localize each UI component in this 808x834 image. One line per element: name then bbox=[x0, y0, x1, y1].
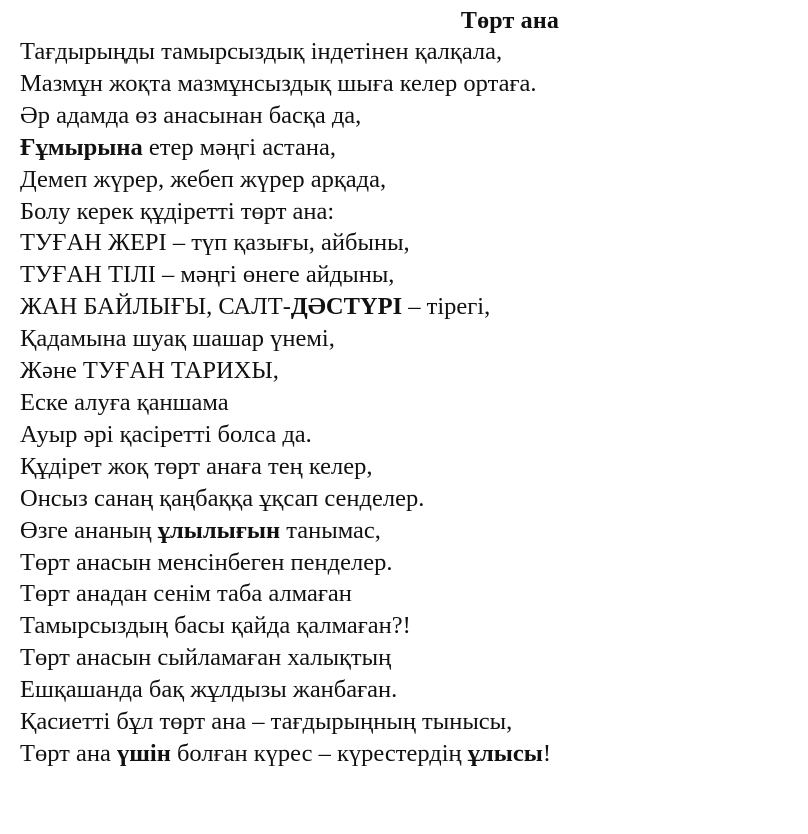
poem-line bbox=[20, 227, 800, 259]
text-segment: Қасиетті бұл төрт ана – тағдырыңның тынысы, bbox=[20, 708, 513, 736]
text-segment: Болу керек құдіретті төрт ана: bbox=[20, 197, 335, 225]
poem-line bbox=[20, 738, 800, 770]
text-segment: Тағдырыңды тамырсыздық індетінен қалқала, bbox=[20, 38, 503, 65]
text-segment: ! bbox=[542, 739, 552, 767]
text-segment: ЖАН БАЙЛЫҒЫ, САЛТ- bbox=[20, 293, 291, 321]
text-segment: Құдірет жоқ төрт анаға тең келер, bbox=[20, 452, 373, 480]
poem-title: Төрт ана bbox=[460, 8, 560, 34]
text-segment: Тамырсыздың басы қайда қалмаған?! bbox=[20, 612, 411, 640]
text-segment: Төрт анасын менсінбеген пенделер. bbox=[20, 548, 393, 576]
text-segment: Еске алуға қаншама bbox=[20, 388, 229, 416]
text-segment: Демеп жүрер, жебеп жүрер арқада, bbox=[20, 165, 387, 193]
text-segment: Қадамына шуақ шашар үнемі, bbox=[20, 325, 335, 353]
poem-line bbox=[20, 100, 800, 132]
poem-line bbox=[20, 706, 800, 738]
text-segment: Әр адамда өз анасынан басқа да, bbox=[20, 101, 362, 129]
poem-line bbox=[20, 68, 800, 100]
poem-line bbox=[20, 642, 800, 674]
text-segment: Өзге ананың bbox=[20, 516, 158, 544]
poem-line bbox=[20, 355, 800, 387]
text-segment: – тірегі, bbox=[402, 293, 491, 321]
poem-line bbox=[20, 547, 800, 579]
poem-line bbox=[20, 419, 800, 451]
text-segment: Мазмұн жоқта мазмұнсыздық шыға келер ортаға. bbox=[20, 69, 537, 97]
bold-text-segment: үшін bbox=[116, 739, 171, 767]
poem-line bbox=[20, 291, 800, 323]
bold-text-segment: Ғұмырына bbox=[20, 133, 143, 161]
bold-text-segment: ДӘСТҮРІ bbox=[290, 293, 403, 321]
poem-body bbox=[20, 36, 800, 770]
text-segment: Төрт анадан сенім таба алмаған bbox=[20, 580, 352, 608]
text-segment: Төрт ана bbox=[20, 739, 117, 767]
poem-line bbox=[20, 259, 800, 291]
text-segment: Төрт анасын сыйламаған халықтың bbox=[20, 644, 392, 672]
poem-line bbox=[20, 132, 800, 164]
text-segment: етер мәңгі астана, bbox=[142, 133, 336, 161]
text-segment: Ауыр әрі қасіретті болса да. bbox=[20, 420, 312, 448]
poem-line bbox=[20, 610, 800, 642]
poem-line bbox=[20, 36, 800, 68]
text-segment: танымас, bbox=[280, 516, 381, 544]
poem-line bbox=[20, 164, 800, 196]
poem-line bbox=[20, 451, 800, 483]
bold-text-segment: ұлылығын bbox=[157, 516, 281, 544]
text-segment: ТУҒАН ТІЛІ – мәңгі өнеге айдыны, bbox=[20, 261, 395, 289]
text-segment: Және ТУҒАН ТАРИХЫ, bbox=[20, 357, 279, 385]
poem-line bbox=[20, 515, 800, 547]
text-segment: болған күрес – күрестердің bbox=[170, 739, 468, 767]
text-segment: Онсыз санаң қаңбаққа ұқсап сенделер. bbox=[20, 484, 425, 512]
poem-line bbox=[20, 323, 800, 355]
bold-text-segment: ұлысы bbox=[467, 739, 543, 767]
poem-line bbox=[20, 483, 800, 515]
poem-line bbox=[20, 196, 800, 228]
poem-line bbox=[20, 387, 800, 419]
poem-line bbox=[20, 674, 800, 706]
poem-line bbox=[20, 578, 800, 610]
text-segment: Ешқашанда бақ жұлдызы жанбаған. bbox=[20, 676, 398, 704]
text-segment: ТУҒАН ЖЕРІ – түп қазығы, айбыны, bbox=[20, 229, 410, 257]
